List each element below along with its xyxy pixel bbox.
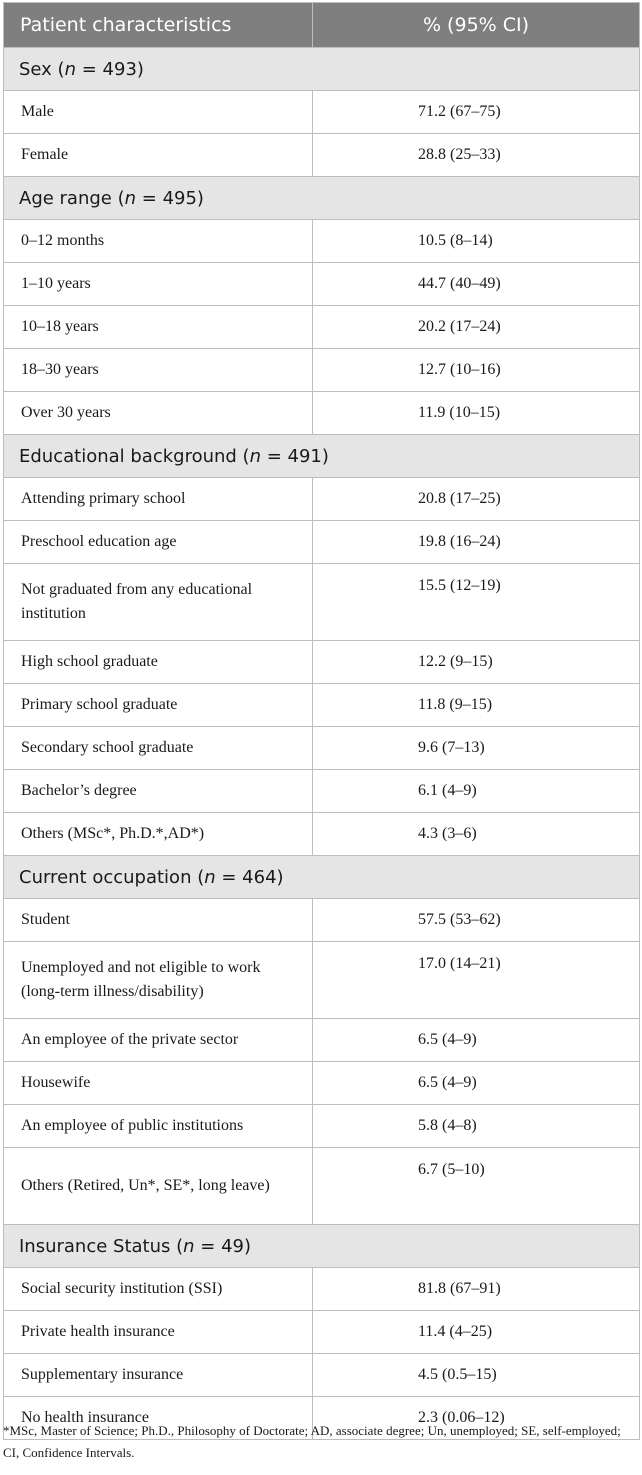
table-row: [4, 1268, 640, 1311]
table-row: [4, 306, 640, 349]
row-value: 11.4 (4–25): [313, 1311, 640, 1354]
row-value: 71.2 (67–75): [313, 91, 640, 134]
row-value: 81.8 (67–91): [313, 1268, 640, 1311]
header-patient-characteristics: Patient characteristics: [4, 3, 313, 48]
section-educational-background: [4, 435, 640, 478]
row-label: Supplementary insurance: [4, 1354, 313, 1397]
row-label: Others (Retired, Un*, SE*, long leave): [4, 1148, 313, 1225]
table-row: [4, 1019, 640, 1062]
table-row: [4, 727, 640, 770]
table-row: [4, 1311, 640, 1354]
row-value: 2.3 (0.06–12): [313, 1397, 640, 1440]
table-row: [4, 684, 640, 727]
row-value: 6.5 (4–9): [313, 1062, 640, 1105]
patient-characteristics-table: [3, 2, 640, 1440]
table-header-row: [4, 3, 640, 48]
row-value: 17.0 (14–21): [313, 942, 640, 1019]
row-value: 12.2 (9–15): [313, 641, 640, 684]
row-label: 18–30 years: [4, 349, 313, 392]
section-title: Insurance Status (n = 49): [4, 1225, 640, 1268]
table-row: [4, 1148, 640, 1225]
row-value: 9.6 (7–13): [313, 727, 640, 770]
table-footnote: *MSc, Master of Science; Ph.D., Philosophy of Doctorate; AD, associate degree; Un, unemployed; SE, self-employed; CI, Confidence Intervals.: [3, 1423, 621, 1460]
table-container: [3, 2, 639, 1440]
row-value: 57.5 (53–62): [313, 899, 640, 942]
row-label: Unemployed and not eligible to work (long-term illness/disability): [4, 942, 313, 1019]
row-label: 1–10 years: [4, 263, 313, 306]
table-row: [4, 1354, 640, 1397]
row-value: 19.8 (16–24): [313, 521, 640, 564]
row-value: 11.8 (9–15): [313, 684, 640, 727]
row-label: Male: [4, 91, 313, 134]
row-label: Preschool education age: [4, 521, 313, 564]
row-value: 20.2 (17–24): [313, 306, 640, 349]
row-label: No health insurance: [4, 1397, 313, 1440]
section-title: Educational background (n = 491): [4, 435, 640, 478]
table-row: [4, 392, 640, 435]
row-value: 28.8 (25–33): [313, 134, 640, 177]
row-label: Secondary school graduate: [4, 727, 313, 770]
row-label: An employee of the private sector: [4, 1019, 313, 1062]
row-label: Bachelor’s degree: [4, 770, 313, 813]
header-percent-ci: % (95% CI): [313, 3, 640, 48]
row-value: 5.8 (4–8): [313, 1105, 640, 1148]
section-title: Age range (n = 495): [4, 177, 640, 220]
row-label: Female: [4, 134, 313, 177]
section-insurance-status: [4, 1225, 640, 1268]
row-value: 6.1 (4–9): [313, 770, 640, 813]
row-label: Not graduated from any educational institution: [4, 564, 313, 641]
row-value: 4.5 (0.5–15): [313, 1354, 640, 1397]
row-label: 0–12 months: [4, 220, 313, 263]
row-value: 12.7 (10–16): [313, 349, 640, 392]
table-row: [4, 521, 640, 564]
table-row: [4, 478, 640, 521]
table-row: [4, 770, 640, 813]
row-label: Social security institution (SSI): [4, 1268, 313, 1311]
section-age-range: [4, 177, 640, 220]
table-row: [4, 263, 640, 306]
row-label: Others (MSc*, Ph.D.*,AD*): [4, 813, 313, 856]
row-label: Private health insurance: [4, 1311, 313, 1354]
row-value: 11.9 (10–15): [313, 392, 640, 435]
table-row: [4, 641, 640, 684]
row-value: 44.7 (40–49): [313, 263, 640, 306]
table-row: [4, 564, 640, 641]
row-label: Primary school graduate: [4, 684, 313, 727]
table-row: [4, 942, 640, 1019]
row-label: Over 30 years: [4, 392, 313, 435]
table-row: [4, 349, 640, 392]
table-row: [4, 134, 640, 177]
table-row: [4, 91, 640, 134]
row-value: 4.3 (3–6): [313, 813, 640, 856]
section-title: Current occupation (n = 464): [4, 856, 640, 899]
table-row: [4, 220, 640, 263]
section-title: Sex (n = 493): [4, 48, 640, 91]
table-row: [4, 1105, 640, 1148]
table-row: [4, 899, 640, 942]
row-value: 6.7 (5–10): [313, 1148, 640, 1225]
section-sex: [4, 48, 640, 91]
row-label: Housewife: [4, 1062, 313, 1105]
table-row: [4, 813, 640, 856]
table-row: [4, 1062, 640, 1105]
row-label: 10–18 years: [4, 306, 313, 349]
row-value: 15.5 (12–19): [313, 564, 640, 641]
row-label: An employee of public institutions: [4, 1105, 313, 1148]
row-label: Student: [4, 899, 313, 942]
row-value: 10.5 (8–14): [313, 220, 640, 263]
row-value: 20.8 (17–25): [313, 478, 640, 521]
section-current-occupation: [4, 856, 640, 899]
row-label: High school graduate: [4, 641, 313, 684]
row-label: Attending primary school: [4, 478, 313, 521]
row-value: 6.5 (4–9): [313, 1019, 640, 1062]
